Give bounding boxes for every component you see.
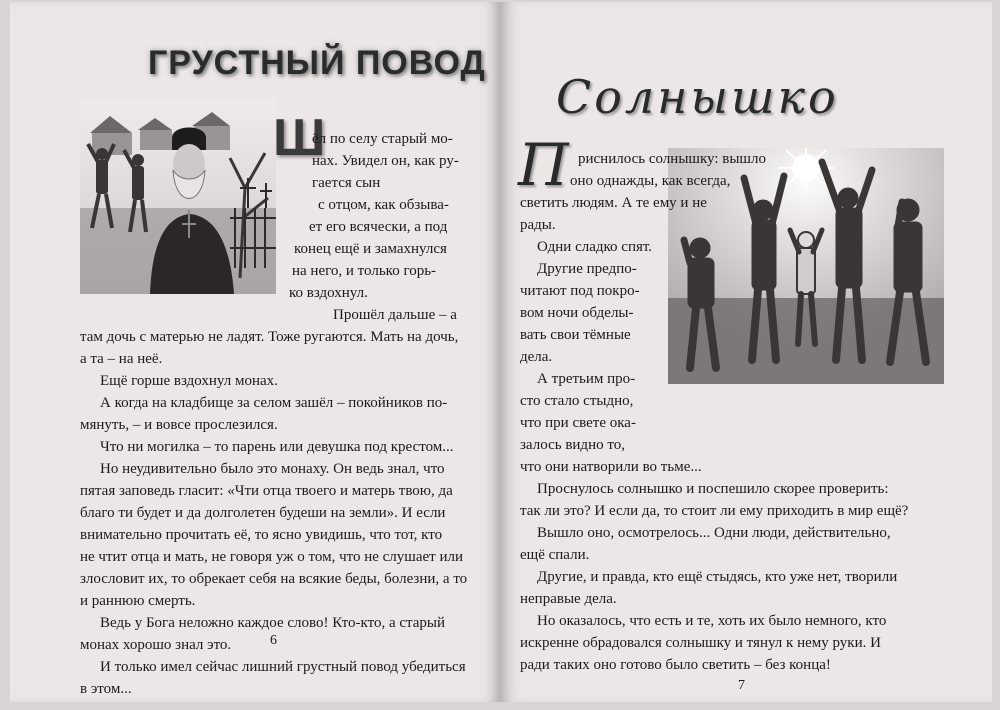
left-dropcap: Ш [273,109,326,167]
right-text-line: что они натворили во тьме... [520,459,702,475]
right-text-line: Но оказалось, что есть и те, хоть их было немного, кто [537,613,887,629]
left-text-line: на него, и только горь- [292,263,437,279]
right-text-line: искренне обрадовался солнышку и тянул к нему руки. И [520,635,881,651]
left-text-line: ко вздохнул. [289,285,368,301]
right-text-line: оно однажды, как всегда, [570,173,731,189]
left-text-line: Прошёл дальше – а [333,307,457,323]
left-text-line: Ведь у Бога неложно каждое слово! Кто-кто, а старый [100,615,446,631]
right-text-line: дела. [520,349,553,365]
left-text-line: А когда на кладбище за селом зашёл – покойников по- [100,395,448,411]
left-text-line: ет его всячески, а под [309,219,448,235]
right-text-line: Другие, и правда, кто ещё стыдясь, кто уже нет, творили [537,569,898,585]
left-text-line: с отцом, как обзыва- [318,197,449,213]
right-text-line: Вышло оно, осмотрелось... Одни люди, действительно, [537,525,891,541]
left-text-line: Но неудивительно было это монаху. Он ведь знал, что [100,461,445,477]
right-text-line: Другие предпо- [537,261,637,277]
left-text-line: внимательно прочитать её, то ясно увидишь, что тот, кто [80,527,443,543]
left-text-line: благо ти будет и да долголетен будеши на земли». И если [80,505,446,521]
left-text-line: Что ни могилка – то парень или девушка под крестом... [100,439,454,455]
left-text-line: нах. Увидел он, как ру- [312,153,459,169]
right-text-line: светить людям. А те ему и не [520,195,707,211]
left-page-number: 6 [270,633,277,648]
right-text-line: что при свете ока- [520,415,636,431]
monk-illustration [80,98,276,294]
left-text-line: Ещё горше вздохнул монах. [100,373,278,389]
left-text-line: там дочь с матерью не ладят. Тоже ругаются. Мать на дочь, [80,329,459,345]
left-text-line: и раннюю смерть. [80,593,196,609]
right-text-line: залось видно то, [520,437,625,453]
left-text-line: в этом... [80,681,132,697]
left-text-line: монах хорошо знал это. [80,637,232,653]
left-text-line: пятая заповедь гласит: «Чти отца твоего и матерь твою, да [80,483,453,499]
right-text-line: ещё спали. [520,547,590,563]
left-text-line: И только имел сейчас лишний грустный повод убедиться [100,659,466,675]
left-text-line: гается сын [312,175,381,191]
right-text-line: рады. [520,217,556,233]
right-text-line: так ли это? И если да, то стоит ли ему приходить в мир ещё? [520,503,909,519]
right-text-line: риснилось солнышку: вышло [578,151,766,167]
right-dropcap: П [518,131,569,199]
right-text-line: вом ночи обделы- [520,305,634,321]
right-page-title: Солнышко [556,70,839,124]
left-page-title: ГРУСТНЫЙ ПОВОД [148,44,486,82]
right-text-line: сто стало стыдно, [520,393,634,409]
left-text-line: мянуть, – и вовсе прослезился. [80,417,278,433]
left-text-line: ёл по селу старый мо- [312,131,453,147]
right-text-line: Проснулось солнышко и поспешило скорее проверить: [537,481,889,497]
right-text-line: вать свои тёмные [520,327,631,343]
right-page-number: 7 [738,678,745,693]
left-text-line: не чтит отца и мать, не говоря уж о том, что не слушает или [80,549,464,565]
right-text-line: читают под покро- [520,283,640,299]
right-text-line: неправые дела. [520,591,617,607]
right-text-line: ради таких оно готово было светить – без конца! [520,657,831,673]
left-text-line: злословит их, то обрекает себя на всякие беды, болезни, а то [80,571,468,587]
right-text-line: А третьим про- [537,371,636,387]
right-text-line: Одни сладко спят. [537,239,653,255]
left-text-line: а та – на неё. [80,351,163,367]
left-text-line: конец ещё и замахнулся [294,241,447,257]
